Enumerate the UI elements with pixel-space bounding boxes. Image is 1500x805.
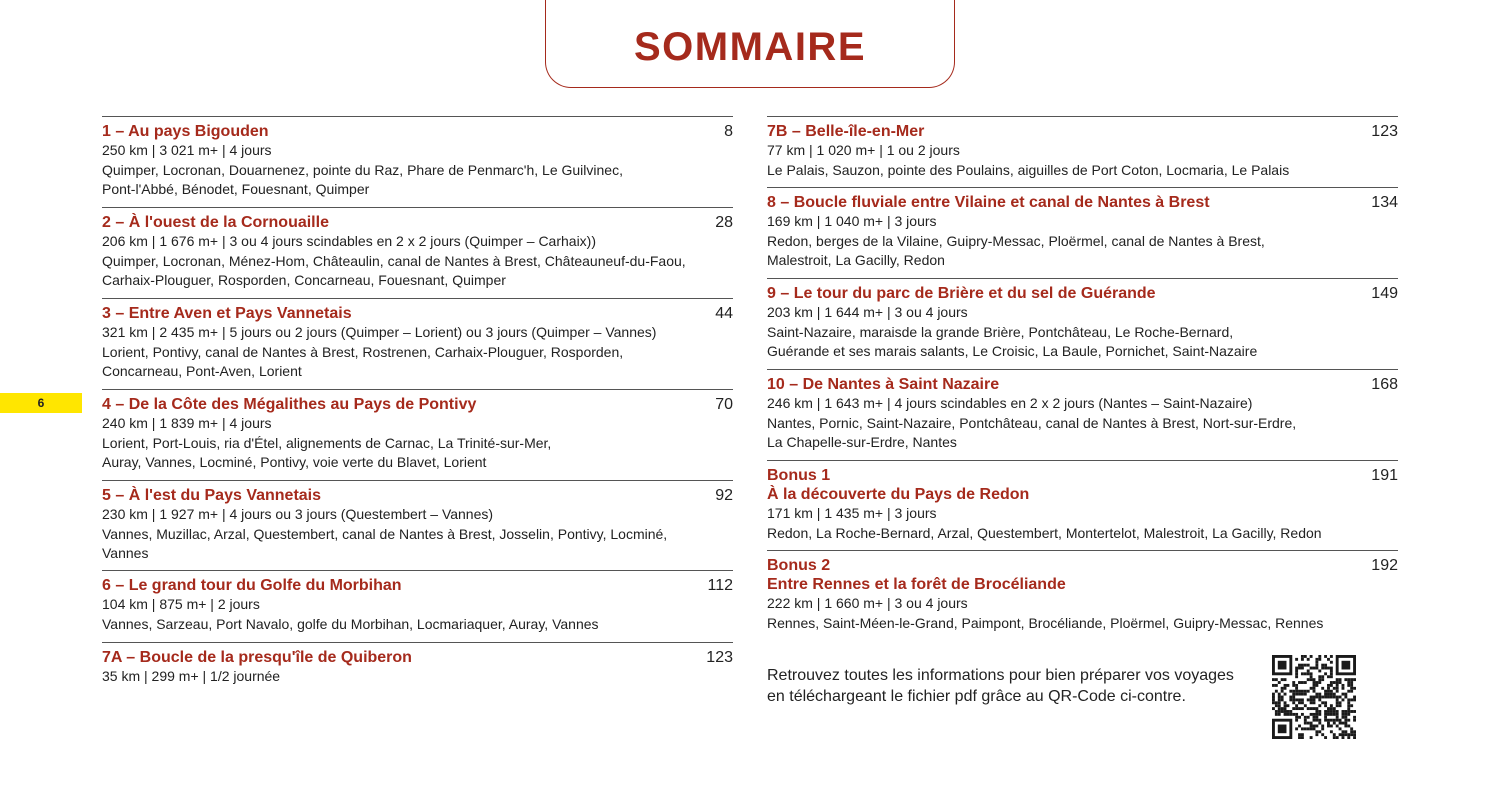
toc-entry-page: 123 bbox=[1371, 123, 1398, 140]
toc-entry-header bbox=[102, 576, 733, 595]
toc-entry-page: 70 bbox=[715, 396, 733, 413]
toc-entry-stats: 77 km | 1 020 m+ | 1 ou 2 jours bbox=[767, 142, 960, 158]
toc-entry-stats: 250 km | 3 021 m+ | 4 jours bbox=[102, 142, 272, 158]
toc-entry-stats: 246 km | 1 643 m+ | 4 jours scindables en 2 x 2 jours (Nantes – Saint-Nazaire) bbox=[767, 395, 1253, 411]
toc-entry-page: 192 bbox=[1371, 557, 1398, 574]
toc-entry-header bbox=[767, 122, 1398, 141]
sommaire-header bbox=[545, 0, 955, 88]
toc-entry-header bbox=[767, 284, 1398, 303]
toc-entry-header bbox=[102, 122, 733, 141]
toc-entry-title: 4 – De la Côte des Mégalithes au Pays de Pontivy bbox=[102, 396, 477, 413]
toc-entry[interactable] bbox=[767, 460, 1398, 550]
toc-entry-stages: Carhaix-Plouguer, Rosporden, Concarneau, Fouesnant, Quimper bbox=[102, 272, 506, 288]
page-number: 6 bbox=[37, 396, 45, 410]
toc-entry-page: 28 bbox=[715, 214, 733, 231]
toc-entry-title: 7A – Boucle de la presqu'île de Quiberon bbox=[102, 649, 412, 666]
toc-entry[interactable] bbox=[767, 369, 1398, 460]
toc-entry-stats: 240 km | 1 839 m+ | 4 jours bbox=[102, 415, 272, 431]
qr-note-line-2: en téléchargeant le fichier pdf grâce au QR-Code ci-contre. bbox=[767, 688, 1186, 705]
toc-entry-stats: 206 km | 1 676 m+ | 3 ou 4 jours scindables en 2 x 2 jours (Quimper – Carhaix)) bbox=[102, 233, 597, 249]
toc-entry-stages: Auray, Vannes, Locminé, Pontivy, voie verte du Blavet, Lorient bbox=[102, 454, 487, 470]
qr-code-icon[interactable] bbox=[1272, 655, 1356, 739]
toc-entry-stats: 222 km | 1 660 m+ | 3 ou 4 jours bbox=[767, 595, 968, 611]
toc-entry-header bbox=[767, 466, 1398, 485]
toc-entry-title: 9 – Le tour du parc de Brière et du sel de Guérande bbox=[767, 285, 1156, 302]
toc-entry-page: 168 bbox=[1371, 376, 1398, 393]
toc-entry-stages: Vannes, Muzillac, Arzal, Questembert, canal de Nantes à Brest, Josselin, Pontivy, Locminé, bbox=[102, 525, 668, 542]
toc-entry-header bbox=[102, 486, 733, 505]
toc-entry[interactable] bbox=[102, 570, 733, 642]
page-number-tab bbox=[0, 393, 82, 413]
toc-entry-stages: Guérande et ses marais salants, Le Croisic, La Baule, Pornichet, Saint-Nazaire bbox=[767, 343, 1258, 359]
toc-entry[interactable] bbox=[102, 207, 733, 298]
toc-entry-stages: Vannes, Sarzeau, Port Navalo, golfe du Morbihan, Locmariaquer, Auray, Vannes bbox=[102, 615, 599, 632]
toc-entry-stats: 104 km | 875 m+ | 2 jours bbox=[102, 596, 260, 612]
toc-entry-page: 123 bbox=[706, 649, 733, 666]
toc-entry-subtitle: Entre Rennes et la forêt de Brocéliande bbox=[767, 576, 1066, 593]
toc-entry[interactable] bbox=[767, 116, 1398, 187]
toc-entry-page: 44 bbox=[715, 305, 733, 322]
toc-entry-stats: 169 km | 1 040 m+ | 3 jours bbox=[767, 213, 937, 229]
toc-entry-page: 112 bbox=[707, 577, 733, 594]
toc-entry-title: 3 – Entre Aven et Pays Vannetais bbox=[102, 305, 352, 322]
toc-entry-stages: Lorient, Port-Louis, ria d'Étel, alignements de Carnac, La Trinité-sur-Mer, bbox=[102, 434, 552, 451]
toc-entry-page: 92 bbox=[715, 487, 733, 504]
toc-entry[interactable] bbox=[102, 480, 733, 570]
toc-entry-title: Bonus 1 bbox=[767, 467, 831, 484]
toc-entry-header bbox=[767, 193, 1398, 212]
toc-entry-page: 8 bbox=[724, 123, 733, 140]
toc-entry-title: 10 – De Nantes à Saint Nazaire bbox=[767, 376, 1000, 393]
toc-entry-stats: 171 km | 1 435 m+ | 3 jours bbox=[767, 505, 937, 521]
toc-entry-header bbox=[767, 556, 1398, 575]
qr-note-line-1: Retrouvez toutes les informations pour bien préparer vos voyages bbox=[767, 667, 1234, 684]
toc-entry-stages: Redon, berges de la Vilaine, Guipry-Messac, Ploërmel, canal de Nantes à Brest, bbox=[767, 232, 1265, 249]
toc-entry-stages: Quimper, Locronan, Douarnenez, pointe du Raz, Phare de Penmarc'h, Le Guilvinec, bbox=[102, 161, 623, 178]
toc-entry-stats: 203 km | 1 644 m+ | 3 ou 4 jours bbox=[767, 304, 968, 320]
toc-entry-header bbox=[102, 213, 733, 232]
toc-entry-header bbox=[102, 648, 733, 667]
toc-entry[interactable] bbox=[102, 116, 733, 207]
toc-entry-header bbox=[767, 375, 1398, 394]
toc-entry[interactable] bbox=[102, 298, 733, 389]
toc-entry-stages: Lorient, Pontivy, canal de Nantes à Brest, Rostrenen, Carhaix-Plouguer, Rosporden, bbox=[102, 343, 624, 360]
toc-entry-title: 6 – Le grand tour du Golfe du Morbihan bbox=[102, 577, 402, 594]
toc-entry-subtitle: À la découverte du Pays de Redon bbox=[767, 486, 1030, 503]
toc-entry-stages: Redon, La Roche-Bernard, Arzal, Questembert, Montertelot, Malestroit, La Gacilly, Redon bbox=[767, 524, 1322, 541]
toc-entry-stages: Pont-l'Abbé, Bénodet, Fouesnant, Quimper bbox=[102, 181, 370, 197]
toc-entry[interactable] bbox=[767, 187, 1398, 278]
toc-right-column bbox=[767, 116, 1398, 642]
toc-entry[interactable] bbox=[767, 278, 1398, 369]
toc-entry-header bbox=[102, 304, 733, 323]
toc-entry-stages: Malestroit, La Gacilly, Redon bbox=[767, 252, 945, 268]
toc-entry-stages: Quimper, Locronan, Ménez-Hom, Châteaulin, canal de Nantes à Brest, Châteauneuf-du-Faou, bbox=[102, 252, 686, 269]
toc-entry-stats: 35 km | 299 m+ | 1/2 journée bbox=[102, 668, 281, 684]
toc-entry-page: 134 bbox=[1371, 194, 1398, 211]
toc-entry-stages: Saint-Nazaire, maraisde la grande Brière, Pontchâteau, Le Roche-Bernard, bbox=[767, 323, 1234, 340]
toc-entry-page: 191 bbox=[1371, 467, 1398, 484]
toc-entry-stages: Concarneau, Pont-Aven, Lorient bbox=[102, 363, 302, 379]
toc-entry-title: 5 – À l'est du Pays Vannetais bbox=[102, 487, 322, 504]
toc-entry-title: 8 – Boucle fluviale entre Vilaine et canal de Nantes à Brest bbox=[767, 194, 1210, 211]
toc-entry-title: 7B – Belle-île-en-Mer bbox=[767, 123, 925, 140]
toc-entry-stages: Vannes bbox=[102, 545, 149, 561]
toc-entry-stages: Rennes, Saint-Méen-le-Grand, Paimpont, Brocéliande, Ploërmel, Guipry-Messac, Rennes bbox=[767, 614, 1324, 631]
toc-entry[interactable] bbox=[102, 642, 733, 692]
qr-note bbox=[767, 665, 1234, 707]
toc-entry-stages: Nantes, Pornic, Saint-Nazaire, Pontchâteau, canal de Nantes à Brest, Nort-sur-Erdre, bbox=[767, 414, 1297, 431]
toc-entry-stats: 230 km | 1 927 m+ | 4 jours ou 3 jours (Questembert – Vannes) bbox=[102, 506, 494, 522]
toc-entry-title: 1 – Au pays Bigouden bbox=[102, 123, 269, 140]
toc-entry-title: Bonus 2 bbox=[767, 557, 831, 574]
toc-entry[interactable] bbox=[767, 550, 1398, 642]
page-title: SOMMAIRE bbox=[634, 25, 866, 69]
toc-entry-title: 2 – À l'ouest de la Cornouaille bbox=[102, 214, 329, 231]
toc-entry-stats: 321 km | 2 435 m+ | 5 jours ou 2 jours (Quimper – Lorient) ou 3 jours (Quimper – Vannes) bbox=[102, 324, 657, 340]
toc-entry-stages: Le Palais, Sauzon, pointe des Poulains, aiguilles de Port Coton, Locmaria, Le Palais bbox=[767, 161, 1290, 178]
toc-left-column bbox=[102, 116, 733, 692]
toc-entry[interactable] bbox=[102, 389, 733, 480]
toc-entry-page: 149 bbox=[1371, 285, 1398, 302]
toc-entry-stages: La Chapelle-sur-Erdre, Nantes bbox=[767, 434, 957, 450]
toc-entry-header bbox=[102, 395, 733, 414]
